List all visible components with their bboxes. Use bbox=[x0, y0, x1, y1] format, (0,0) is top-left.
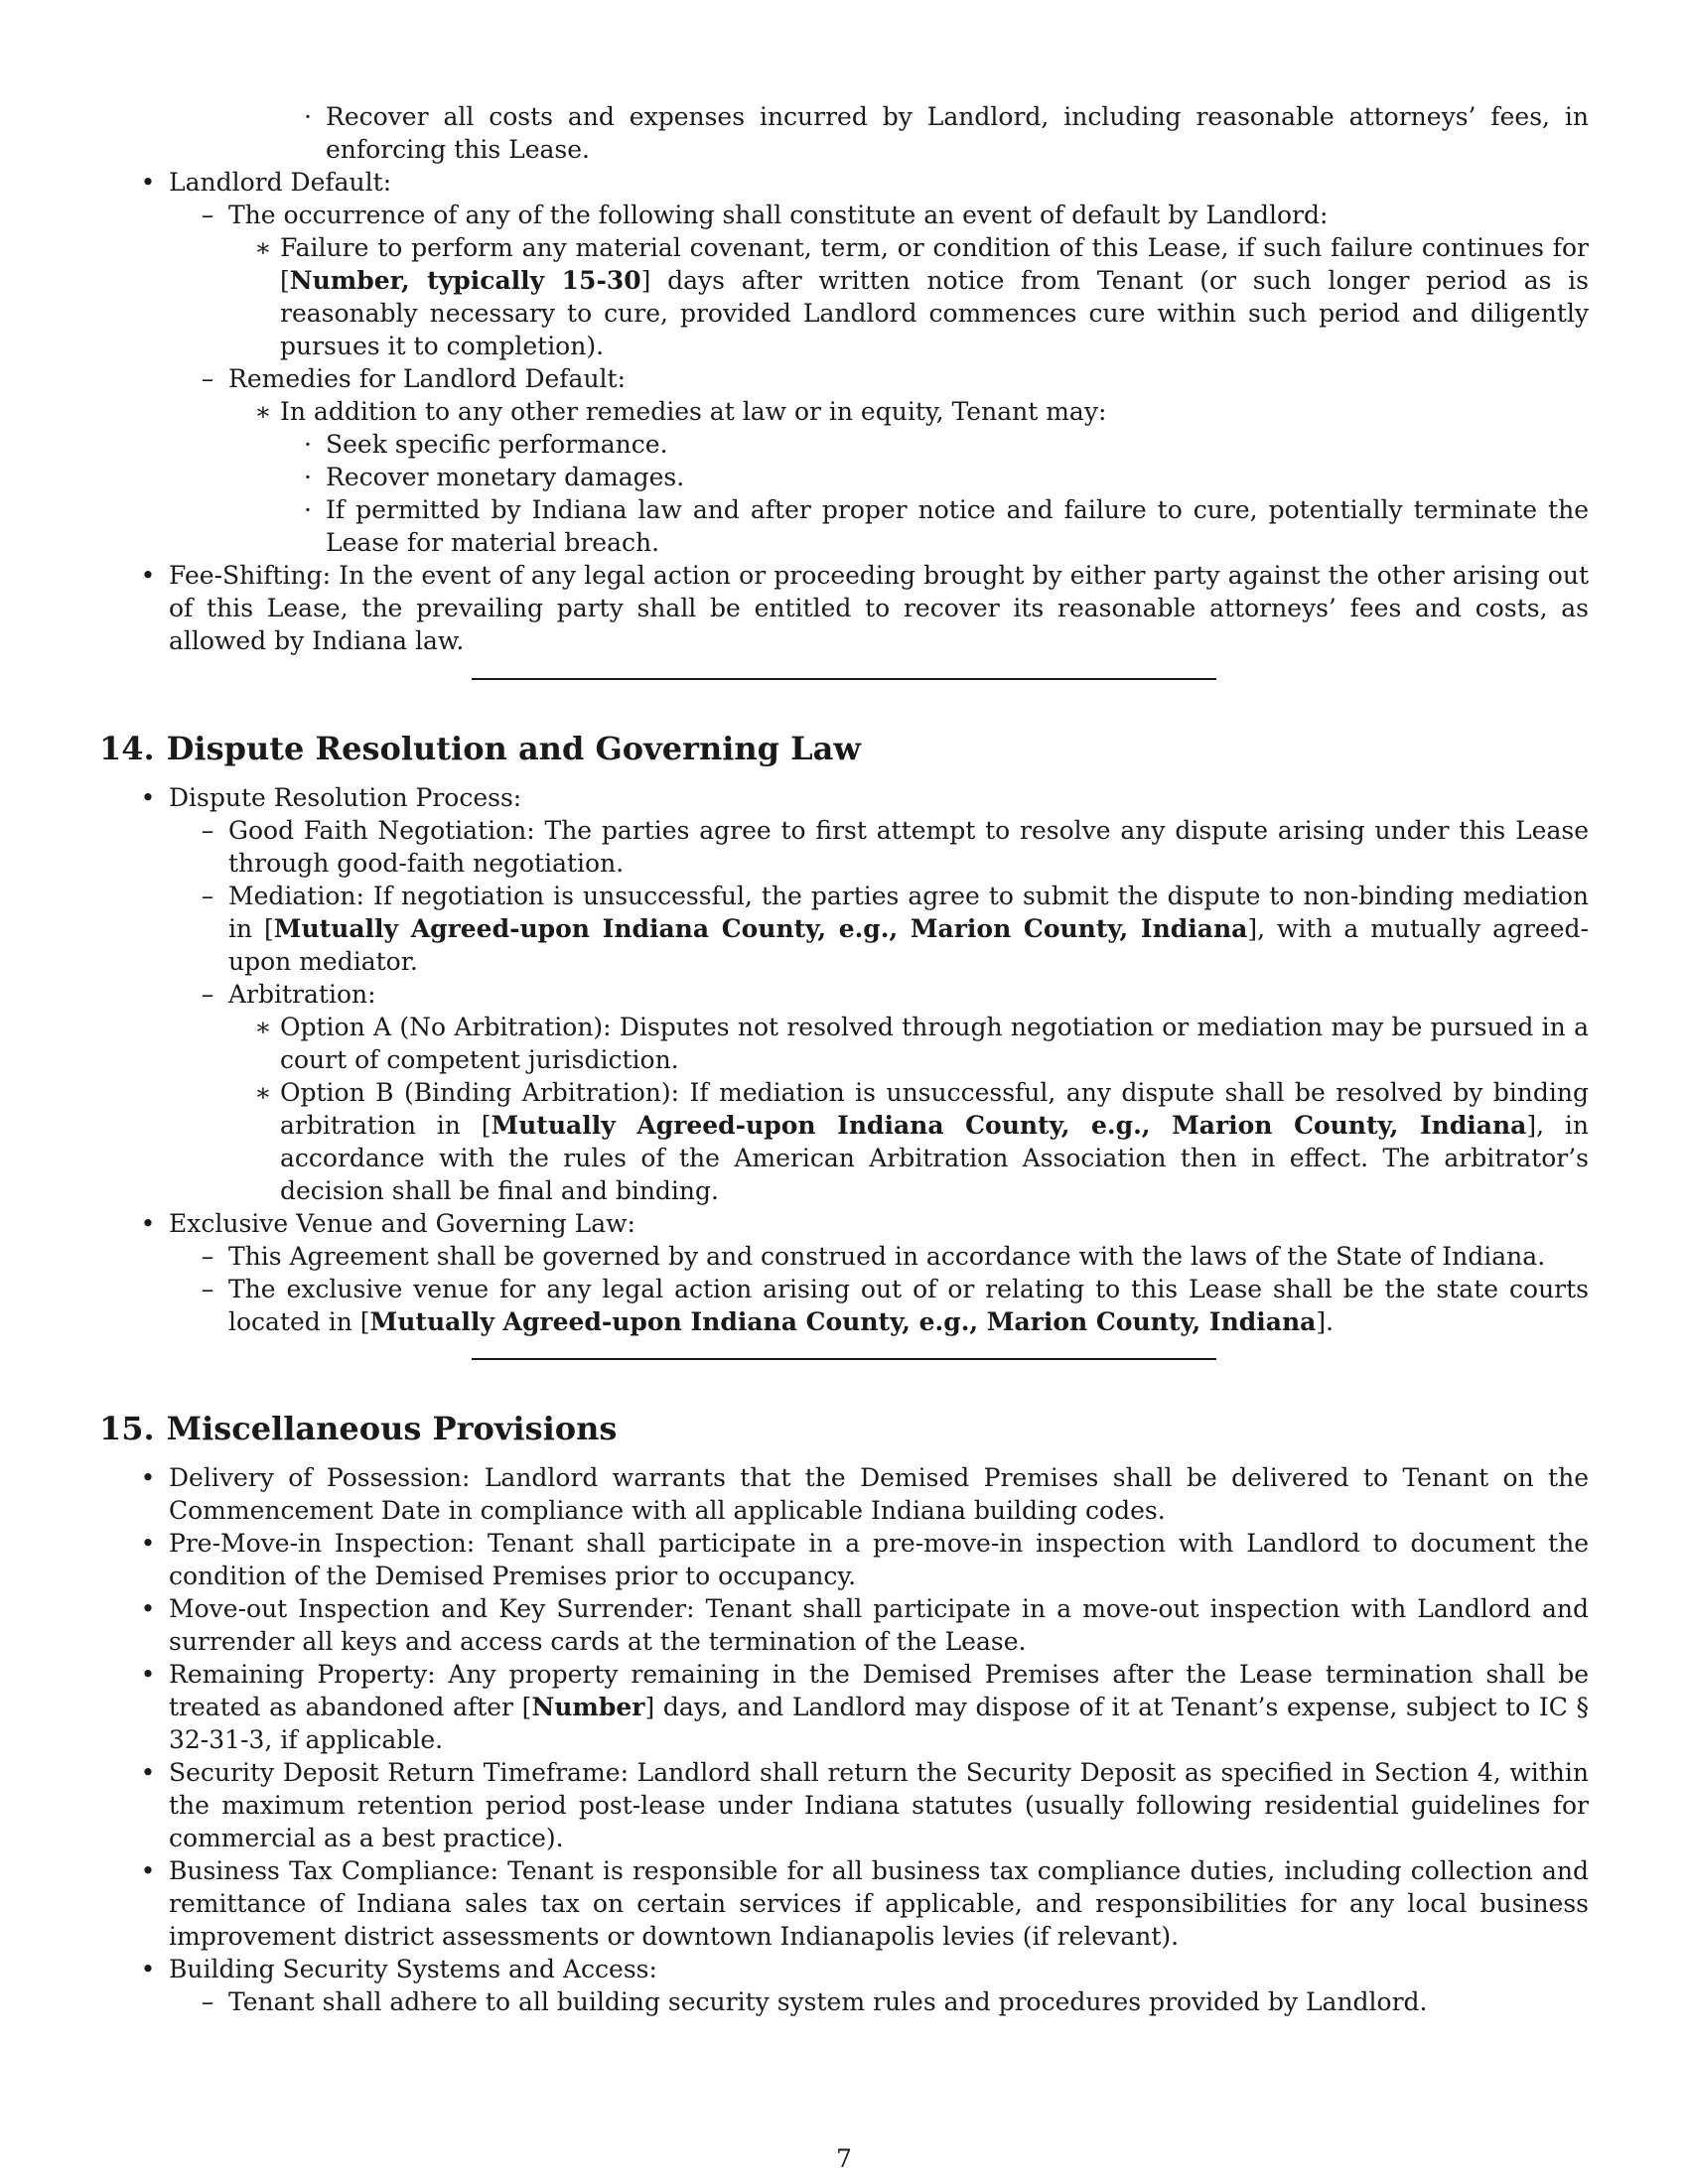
list-item bbox=[99, 1658, 1589, 1756]
list-item bbox=[99, 1953, 1589, 1985]
bullet-marker: • bbox=[140, 168, 156, 197]
item-text: The occurrence of any of the following shall constitute an event of default by Landlord: bbox=[228, 201, 1329, 229]
bullet-marker: • bbox=[140, 1209, 156, 1238]
item-text: Arbitration: bbox=[228, 980, 376, 1009]
item-text: Recover monetary damages. bbox=[326, 463, 685, 491]
bullet-marker: • bbox=[140, 1594, 156, 1623]
item-text: Security Deposit Return Timeframe: Landlord shall return the Security Deposit as specified in Section 4, within the maximum retention period post-lease under Indiana statutes (usually following residential guidelines for commercial as a best practice). bbox=[169, 1758, 1589, 1852]
list-item bbox=[99, 1076, 1589, 1207]
dash-marker: – bbox=[201, 1275, 214, 1303]
dash-marker: – bbox=[201, 980, 214, 1009]
item-text: Tenant shall adhere to all building security system rules and procedures provided by Landlord. bbox=[228, 1987, 1428, 2016]
item-text: If permitted by Indiana law and after proper notice and failure to cure, potentially terminate the Lease for material breach. bbox=[326, 495, 1589, 557]
bullet-marker: • bbox=[140, 1955, 156, 1983]
item-text: Pre-Move-in Inspection: Tenant shall participate in a pre-move-in inspection with Landlord to document the condition of the Demised Premises prior to occupancy. bbox=[169, 1529, 1589, 1590]
placeholder-text: Mutually Agreed-upon Indiana County, e.g., Marion County, Indiana bbox=[491, 1111, 1527, 1140]
placeholder-text: Mutually Agreed-upon Indiana County, e.g., Marion County, Indiana bbox=[369, 1307, 1317, 1336]
list-item bbox=[99, 231, 1589, 362]
dash-marker: – bbox=[201, 1987, 214, 2016]
section-number: 15. bbox=[99, 1410, 155, 1447]
list-item bbox=[99, 199, 1589, 231]
asterisk-marker: ∗ bbox=[254, 397, 272, 426]
list-item bbox=[99, 1854, 1589, 1953]
list-item bbox=[99, 978, 1589, 1011]
dash-marker: – bbox=[201, 816, 214, 845]
placeholder-text: Number bbox=[531, 1693, 645, 1721]
dot-marker: · bbox=[304, 430, 312, 459]
item-text: Mediation: If negotiation is unsuccessful, the parties agree to submit the dispute to non-binding mediation in [ bbox=[228, 882, 1589, 943]
list-item bbox=[99, 559, 1589, 657]
item-text: Delivery of Possession: Landlord warrants that the Demised Premises shall be delivered to Tenant on the Commencement Date in compliance with all applicable Indiana building codes. bbox=[169, 1463, 1589, 1525]
item-text: Move-out Inspection and Key Surrender: Tenant shall participate in a move-out inspection with Landlord and surrender all keys and access cards at the termination of the Lease. bbox=[169, 1594, 1589, 1656]
section-heading bbox=[99, 1408, 1589, 1449]
bullet-marker: • bbox=[140, 1660, 156, 1689]
item-text: This Agreement shall be governed by and construed in accordance with the laws of the State of Indiana. bbox=[228, 1242, 1546, 1271]
list-item bbox=[99, 1240, 1589, 1273]
item-text: ] days, and Landlord may dispose of it at Tenant’s expense, subject to IC § 32-31-3, if applicable. bbox=[169, 1693, 1589, 1754]
page-number: 7 bbox=[836, 2144, 852, 2173]
section-title: Miscellaneous Provisions bbox=[166, 1410, 618, 1447]
dash-marker: – bbox=[201, 201, 214, 229]
item-text: Seek specific performance. bbox=[326, 430, 668, 459]
list-item bbox=[99, 461, 1589, 493]
list-item bbox=[99, 1756, 1589, 1854]
document-body bbox=[99, 100, 1589, 2018]
item-text: ]. bbox=[1316, 1307, 1335, 1336]
item-text: ], with a mutually agreed-upon mediator. bbox=[228, 914, 1590, 976]
list-item bbox=[99, 1273, 1589, 1338]
bullet-marker: • bbox=[140, 783, 156, 812]
list-item bbox=[99, 1985, 1589, 2018]
list-item bbox=[99, 1592, 1589, 1658]
list-item bbox=[99, 166, 1589, 199]
item-text: Remaining Property: Any property remaining in the Demised Premises after the Lease termination shall be treated as abandoned after [ bbox=[169, 1660, 1589, 1721]
item-text: In addition to any other remedies at law or in equity, Tenant may: bbox=[280, 397, 1107, 426]
item-text: Building Security Systems and Access: bbox=[169, 1955, 657, 1983]
list-item bbox=[99, 100, 1589, 166]
dash-marker: – bbox=[201, 882, 214, 910]
list-item bbox=[99, 1461, 1589, 1527]
item-text: Remedies for Landlord Default: bbox=[228, 364, 627, 393]
section-number: 14. bbox=[99, 730, 155, 767]
bullet-marker: • bbox=[140, 561, 156, 590]
item-text: ] days after written notice from Tenant (or such longer period as is reasonably necessary to cure, provided Landlord commences cure within such period and diligently pursues it to completion). bbox=[280, 266, 1589, 360]
item-text: Business Tax Compliance: Tenant is responsible for all business tax compliance duties, including collection and remittance of Indiana sales tax on certain services if applicable, and responsibilities for any local business improvement district assessments or downtown Indianapolis levies (if relevant). bbox=[169, 1856, 1589, 1951]
list-item bbox=[99, 781, 1589, 814]
dot-marker: · bbox=[304, 495, 312, 524]
list-item bbox=[99, 428, 1589, 461]
item-text: Recover all costs and expenses incurred by Landlord, including reasonable attorneys’ fees, in enforcing this Lease. bbox=[326, 102, 1589, 164]
list-item bbox=[99, 1527, 1589, 1592]
list-item bbox=[99, 880, 1589, 978]
list-item bbox=[99, 395, 1589, 428]
section-divider bbox=[472, 1358, 1216, 1360]
list-item bbox=[99, 493, 1589, 559]
list-item bbox=[99, 1011, 1589, 1076]
asterisk-marker: ∗ bbox=[254, 1078, 272, 1107]
list-item bbox=[99, 814, 1589, 880]
dash-marker: – bbox=[201, 364, 214, 393]
item-text: Good Faith Negotiation: The parties agree to first attempt to resolve any dispute arising under this Lease through good-faith negotiation. bbox=[228, 816, 1589, 878]
asterisk-marker: ∗ bbox=[254, 233, 272, 262]
placeholder-text: Number, typically 15-30 bbox=[289, 266, 641, 295]
bullet-marker: • bbox=[140, 1856, 156, 1885]
item-text: Failure to perform any material covenant, term, or condition of this Lease, if such failure continues for [ bbox=[280, 233, 1589, 295]
section-title: Dispute Resolution and Governing Law bbox=[166, 730, 861, 767]
item-text: Fee-Shifting: In the event of any legal action or proceeding brought by either party against the other arising out of this Lease, the prevailing party shall be entitled to recover its reasonable attorneys’ fees and costs, as allowed by Indiana law. bbox=[169, 561, 1589, 655]
item-text: Exclusive Venue and Governing Law: bbox=[169, 1209, 635, 1238]
item-text: Option A (No Arbitration): Disputes not resolved through negotiation or mediation may be pursued in a court of competent jurisdiction. bbox=[280, 1013, 1589, 1074]
section-heading bbox=[99, 728, 1589, 769]
placeholder-text: Mutually Agreed-upon Indiana County, e.g., Marion County, Indiana bbox=[273, 914, 1248, 943]
item-text: Option B (Binding Arbitration): If mediation is unsuccessful, any dispute shall be resolved by binding arbitration in [ bbox=[280, 1078, 1589, 1140]
dot-marker: · bbox=[304, 102, 312, 131]
bullet-marker: • bbox=[140, 1463, 156, 1492]
asterisk-marker: ∗ bbox=[254, 1013, 272, 1041]
dot-marker: · bbox=[304, 463, 312, 491]
bullet-marker: • bbox=[140, 1758, 156, 1787]
section-divider bbox=[472, 678, 1216, 680]
item-text: Dispute Resolution Process: bbox=[169, 783, 522, 812]
list-item bbox=[99, 362, 1589, 395]
bullet-marker: • bbox=[140, 1529, 156, 1558]
dash-marker: – bbox=[201, 1242, 214, 1271]
list-item bbox=[99, 1207, 1589, 1240]
item-text: Landlord Default: bbox=[169, 168, 392, 197]
item-text: The exclusive venue for any legal action arising out of or relating to this Lease shall be the state courts located in [ bbox=[228, 1275, 1589, 1336]
item-text: ], in accordance with the rules of the American Arbitration Association then in effect. The arbitrator’s decision shall be final and binding. bbox=[280, 1111, 1589, 1205]
